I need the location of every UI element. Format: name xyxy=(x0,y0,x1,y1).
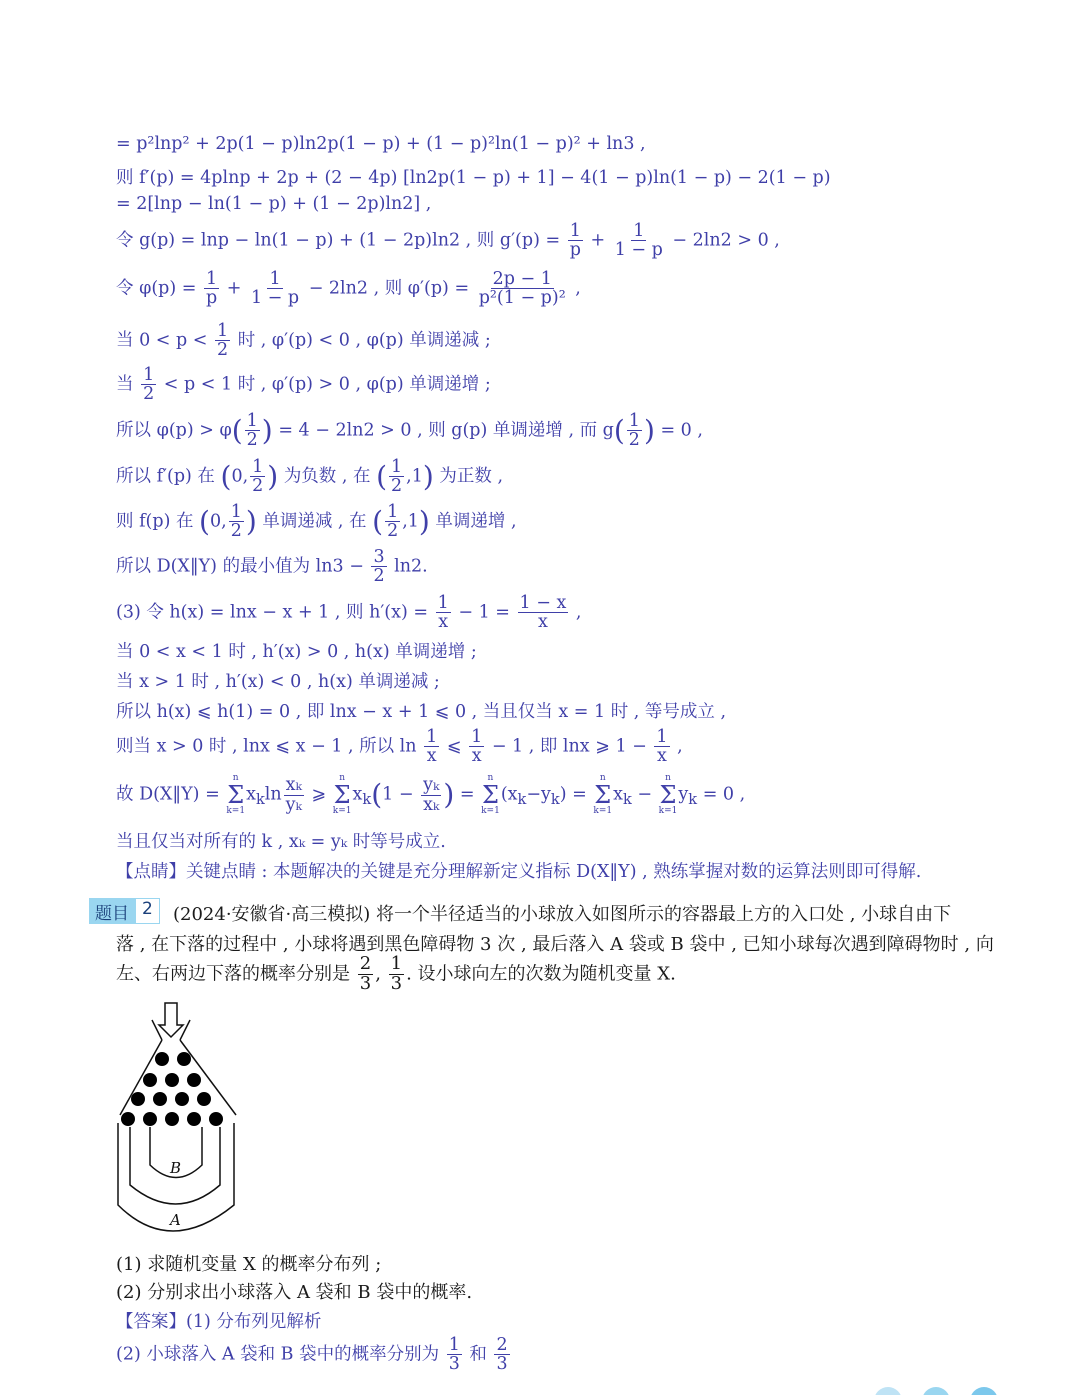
solution-line-12: (3) 令 h(x) = lnx − x + 1 , 则 h′(x) = $\frac{1}{x}$ − 1 = $\frac{1 - x}{x}$ , xyxy=(116,593,582,633)
problem-text-1: (2024·安徽省·高三模拟) 将一个半径适当的小球放入如图所示的容器最上方的入口处 , 小球自由下 xyxy=(173,904,952,925)
line4-text-b: − 2ln2 > 0 , xyxy=(672,230,780,251)
problem-tag-number: 2 xyxy=(135,898,160,924)
solution-line-1: = p²lnp² + 2p(1 − p)ln2p(1 − p) + (1 − p)²ln(1 − p)² + ln3 , xyxy=(116,134,646,154)
question-2: (2) 分别求出小球落入 A 袋和 B 袋中的概率. xyxy=(116,1282,473,1303)
fraction-1-over-p-b: $\frac{1}{p}$ xyxy=(205,269,218,309)
solution-line-9: 所以 f′(p) 在 (0, $\frac{1}{2}$ ) 为负数 , 在 ( $\frac{1}{2}$ ,1) 为正数 , xyxy=(116,457,504,497)
fraction-half-c: $\frac{1}{2}$ xyxy=(246,411,258,451)
bag-a-label: A xyxy=(170,1211,181,1229)
answer-line-2: (2) 小球落入 A 袋和 B 袋中的概率分别为 $\frac{1}{3}$ 和 $\frac{2}{3}$ xyxy=(116,1335,508,1375)
solution-line-11: 所以 D(X‖Y) 的最小值为 ln3 − $\frac{3}{2}$ ln2. xyxy=(116,547,428,587)
fraction-1-over-1mp-b: $\frac{1}{1 - p}$ xyxy=(250,269,300,309)
solution-line-13: 当 0 < x < 1 时 , h′(x) > 0 , h(x) 单调递增 ; xyxy=(116,642,477,662)
fraction-half-d: $\frac{1}{2}$ xyxy=(628,411,640,451)
fraction-phi-prime: $\frac{2p - 1}{\text{p²(1 − p)²}}$ xyxy=(478,269,566,309)
solution-line-16: 则当 x > 0 时 , lnx ⩽ x − 1 , 所以 ln $\frac{1}{x}$ ⩽ $\frac{1}{x}$ − 1 , 即 lnx ⩾ 1 − $\frac{1}{x}$ , xyxy=(116,727,683,767)
obstacle-balls xyxy=(121,1052,223,1126)
problem-tag-label: 题目 xyxy=(89,898,135,924)
question-1: (1) 求随机变量 X 的概率分布列 ; xyxy=(116,1254,382,1275)
fraction-1-over-p: $\frac{1}{p}$ xyxy=(569,221,581,261)
problem-tag xyxy=(89,898,160,924)
fraction-1-over-1mp: $\frac{1}{1 - p}$ xyxy=(614,221,663,261)
answer-line-1: 【答案】(1) 分布列见解析 xyxy=(116,1312,322,1332)
problem-text-2: 落 , 在下落的过程中 , 小球将遇到黑色障碍物 3 次 , 最后落入 A 袋或 B 袋中 , 已知小球每次遇到障碍物时 , 向 xyxy=(116,934,994,955)
solution-line-17: 故 D(X‖Y) = n Σ k=1 $x_k\ln$ $\frac{\text{xₖ}}{\text{yₖ}}$ ⩾ n Σ k=1 $x_k(1$ − $\frac{\text{yₖ}}{\text{xₖ}}$ ) = n Σ k=1 $(x_k-y_k)$ = n Σ k=1 $x_k$ − n Σ k=1 $y_k = 0$ , xyxy=(116,773,746,816)
solution-line-5: 令 φ(p) = $\frac{1}{p}$ + $\frac{1}{1 - p}$ − 2ln2 , 则 φ′(p) = $\frac{2p - 1}{\text{p²(1 − p)²}}$ , xyxy=(116,269,581,309)
solution-line-6: 当 0 < p < $\frac{1}{2}$ 时 , φ′(p) < 0 , φ(p) 单调递减 ; xyxy=(116,321,491,361)
prob-left-fraction: $\frac{2}{3}$ xyxy=(359,953,372,994)
solution-line-3: = 2[lnp − ln(1 − p) + (1 − 2p)ln2] , xyxy=(116,194,432,214)
ball-container-diagram xyxy=(108,995,248,1240)
decorative-circles xyxy=(870,1385,1020,1395)
solution-line-10: 则 f(p) 在 (0, $\frac{1}{2}$ ) 单调递减 , 在 ( $\frac{1}{2}$ ,1) 单调递增 , xyxy=(116,502,517,542)
solution-line-2: 则 f′(p) = 4plnp + 2p + (2 − 4p) [ln2p(1 − p) + 1] − 4(1 − p)ln(1 − p) − 2(1 − p) xyxy=(116,168,831,188)
fraction-half: $\frac{1}{2}$ xyxy=(217,321,229,361)
solution-line-4: 令 g(p) = lnp − ln(1 − p) + (1 − 2p)ln2 , 则 g′(p) = $\frac{1}{p}$ + $\frac{1}{1 - p}$ − 2ln2 > 0 , xyxy=(116,221,780,261)
problem-text-3: 左、右两边下落的概率分别是 $\frac{2}{3}$ , $\frac{1}{3}$ . 设小球向左的次数为随机变量 X. xyxy=(116,953,676,994)
key-point-note: 【点睛】关键点睛 : 本题解决的关键是充分理解新定义指标 D(X‖Y) , 熟练掌握对数的运算法则即可得解. xyxy=(116,862,922,882)
solution-line-14: 当 x > 1 时 , h′(x) < 0 , h(x) 单调递减 ; xyxy=(116,672,440,692)
prob-right-fraction: $\frac{1}{3}$ xyxy=(390,953,403,994)
fraction-half-b: $\frac{1}{2}$ xyxy=(143,365,155,405)
solution-line-15: 所以 h(x) ⩽ h(1) = 0 , 即 lnx − x + 1 ⩽ 0 , 当且仅当 x = 1 时 , 等号成立 , xyxy=(116,702,727,722)
entry-arrow-icon xyxy=(159,1003,183,1037)
solution-line-18: 当且仅当对所有的 k , xₖ = yₖ 时等号成立. xyxy=(116,832,446,852)
solution-line-8: 所以 φ(p) > φ( $\frac{1}{2}$ ) = 4 − 2ln2 > 0 , 则 g(p) 单调递增 , 而 g( $\frac{1}{2}$ ) = 0 , xyxy=(116,411,703,451)
solution-line-7: 当 $\frac{1}{2}$ < p < 1 时 , φ′(p) > 0 , φ(p) 单调递增 ; xyxy=(116,365,491,405)
line4-text-a: 令 g(p) = lnp − ln(1 − p) + (1 − 2p)ln2 , 则 g′(p) = xyxy=(116,230,561,251)
bag-b-label: B xyxy=(170,1159,182,1177)
